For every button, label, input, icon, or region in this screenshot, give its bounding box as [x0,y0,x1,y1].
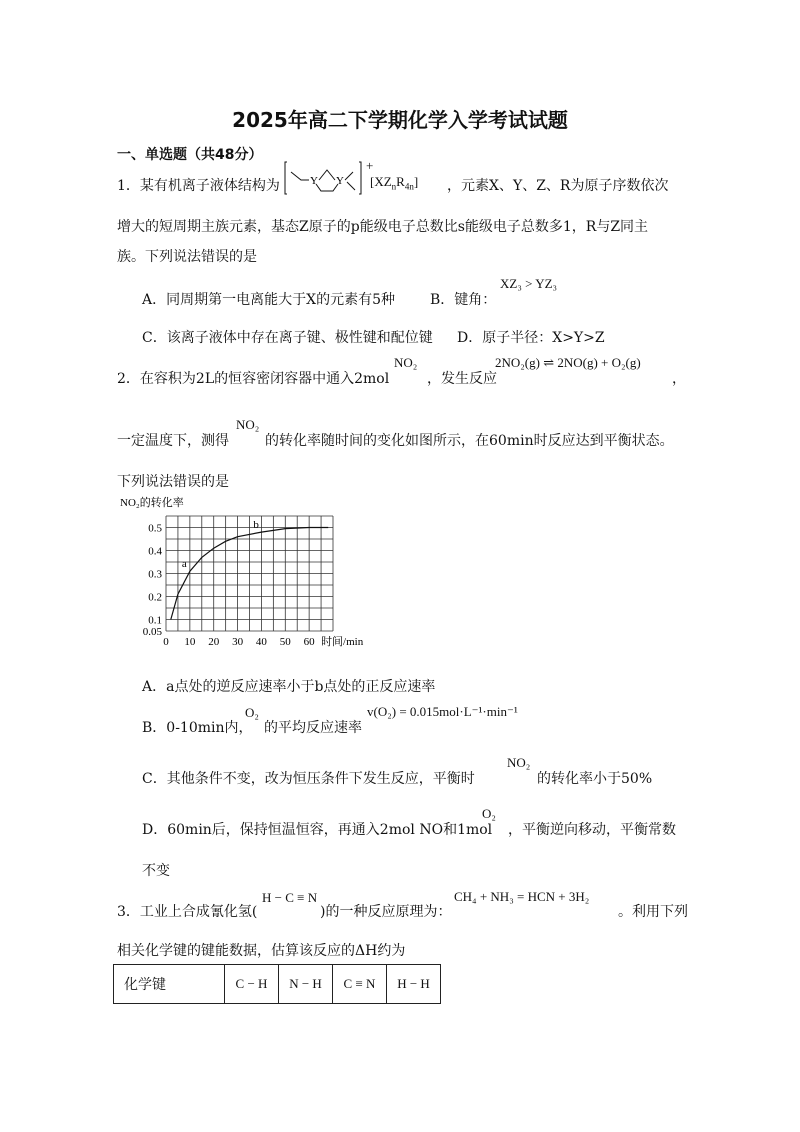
point-label-a: a [181,558,187,571]
q2-option-b-formula: v(O₂) = 0.015mol·L⁻¹·min⁻¹ [367,704,518,719]
table-cell: C ≡ N [333,965,387,1004]
y-tick-label: 0.2 [148,591,162,604]
q2-option-c-text: 的转化率小于50% [537,771,653,787]
y-tick-label: 0.5 [148,522,162,535]
q1-option-c[interactable]: C．该离子液体中存在离子键、极性键和配位键 [142,330,433,346]
x-tick-label: 0 [163,636,169,648]
x-axis-label: 时间/min [321,636,364,648]
q2-option-b[interactable]: B．0-10min内， [142,720,253,736]
y-tick-label: 0.05 [142,626,162,638]
q2-line2-b: 的转化率随时间的变化如图所示，在60min时反应达到平衡状态。 [265,433,674,449]
q2-option-d-text: ，平衡逆向移动，平衡常数 [508,822,676,838]
q2-option-d-tail: 不变 [142,863,170,879]
q1-stem-text: 1．某有机离子液体结构为 [117,178,280,194]
x-tick-label: 30 [232,636,244,648]
q2-line2-a: 一定温度下，测得 [117,433,229,449]
q1-option-b[interactable]: B．键角： [430,292,497,308]
q3-line2: 相关化学键的键能数据，估算该反应的ΔH约为 [117,943,406,959]
ionic-liquid-cation-structure [283,160,363,196]
conversion-chart [118,494,364,658]
q2-no2-b: NO₂ [236,417,260,432]
y-tick-label: 0.3 [148,568,162,581]
chart-svg [118,494,364,654]
table-cell: C − H [225,965,279,1004]
q2-option-b-text: 的平均反应速率 [264,720,362,736]
q2-line3: 下列说法错误的是 [117,474,229,490]
x-tick-label: 20 [208,636,220,648]
svg-text:Y: Y [336,175,344,187]
q3-stem-a: 3．工业上合成氰化氢( [117,904,258,920]
q2-option-d[interactable]: D．60min后，保持恒温恒容，再通入2mol NO和1mol [142,822,493,838]
table-row [114,965,441,1004]
q3-hcn: H − C ≡ N [262,890,318,905]
q1-option-b-formula: XZ₃ > YZ₃ [500,276,558,291]
q1-option-a[interactable]: A．同周期第一电离能大于X的元素有5种 [142,292,395,308]
q3-stem-b: )的一种反应原理为： [320,904,452,920]
svg-text:Y: Y [310,175,318,187]
q2-option-c[interactable]: C．其他条件不变，改为恒压条件下发生反应，平衡时 [142,771,475,787]
x-tick-label: 60 [303,636,315,648]
x-tick-label: 10 [184,636,196,648]
q1-option-d[interactable]: D．原子半径：X>Y>Z [457,330,605,346]
q2-stem-a: 2．在容积为2L的恒容密闭容器中通入2mol [117,371,390,387]
page-title: 2025年高二下学期化学入学考试试题 [232,108,568,132]
q2-option-d-o2: O₂ [482,806,496,821]
q1-line2: 增大的短周期主族元素，基态Z原子的p能级电子总数比s能级电子总数多1，R与Z同主 [117,219,649,235]
anion-formula: $[XZ_nR_{4n}]$ [370,174,419,192]
bond-energy-table [113,964,441,1004]
q2-comma: ， [672,371,686,387]
q1-line3: 族。下列说法错误的是 [117,249,257,265]
q2-option-c-no2: NO₂ [507,755,531,770]
table-cell: H − H [387,965,441,1004]
cation-charge: + [366,158,374,173]
y-tick-label: 0.4 [148,545,162,558]
q1-stem [117,175,280,195]
y-axis-label: NO₂的转化率 [120,497,184,509]
y-tick-label: 0.1 [148,614,162,627]
table-cell: 化学键 [114,965,225,1004]
section-heading: 一、单选题（共48分） [117,147,263,163]
q2-no2: NO₂ [394,355,418,370]
q3-stem-c: 。利用下列 [618,904,688,920]
x-tick-label: 40 [255,636,267,648]
x-tick-label: 50 [279,636,291,648]
q1-stem-b: ，元素X、Y、Z、R为原子序数依次 [447,178,669,194]
q2-reaction: 2NO₂(g) ⇌ 2NO(g) + O₂(g) [495,355,641,370]
q2-option-b-o2: O₂ [245,705,259,720]
table-cell: N − H [279,965,333,1004]
q2-option-a[interactable]: A．a点处的逆反应速率小于b点处的正反应速率 [142,679,436,695]
q2-stem-b: ，发生反应 [427,371,497,387]
q3-reaction: CH₄ + NH₃ = HCN + 3H₂ [454,889,590,904]
point-label-b: b [253,519,259,532]
